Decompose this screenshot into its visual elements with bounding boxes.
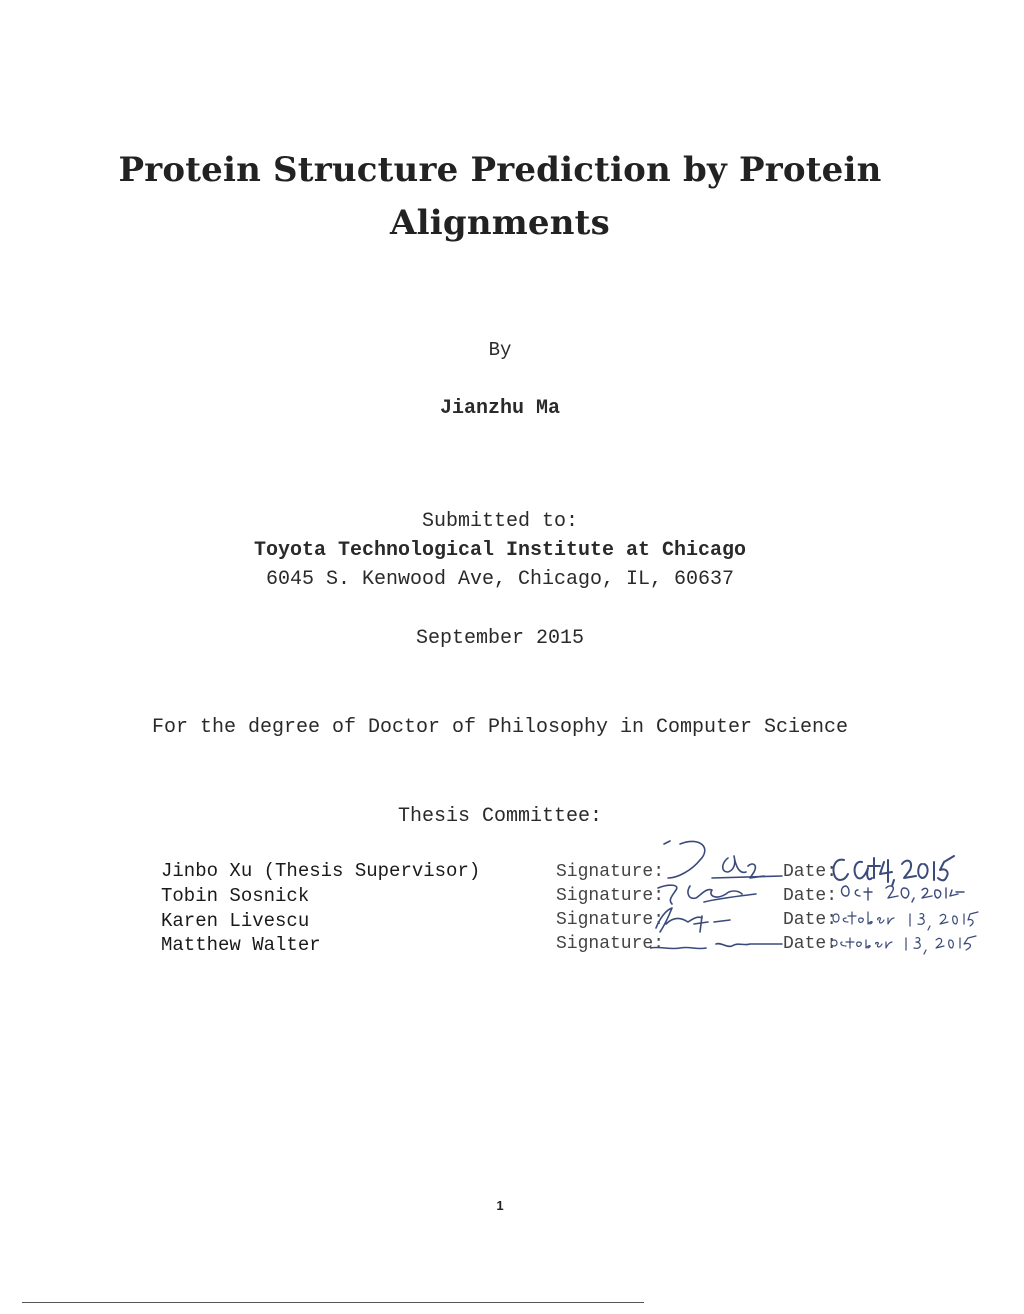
handwritten-dates [830, 848, 1010, 960]
bottom-rule [22, 1302, 644, 1303]
handwritten-date-1 [833, 856, 954, 886]
title-line-2: Alignments [390, 203, 610, 243]
signature-stroke [650, 947, 706, 948]
degree-statement: For the degree of Doctor of Philosophy in Computer Science [151, 716, 849, 739]
signature-label: Signature: [556, 886, 665, 906]
institution-name: Toyota Technological Institute at Chicago [253, 539, 747, 562]
page-number: 1 [496, 1198, 504, 1213]
author-name: Jianzhu Ma [439, 397, 561, 420]
submitted-to-label: Submitted to: [421, 510, 579, 533]
handwritten-date-3 [833, 912, 978, 930]
submission-date: September 2015 [415, 627, 585, 650]
handwritten-signatures [650, 838, 785, 958]
committee-member-name: Matthew Walter [161, 934, 321, 956]
signature-stroke [712, 876, 782, 878]
handwritten-date-4 [831, 936, 976, 954]
signature-label: Signature: [556, 934, 665, 954]
by-label: By [488, 339, 512, 361]
date-label: Date: [783, 862, 838, 882]
signature-stroke [694, 916, 730, 932]
handwritten-date-2 [842, 886, 965, 902]
date-label: Date: [783, 886, 838, 906]
institution-address: 6045 S. Kenwood Ave, Chicago, IL, 60637 [265, 568, 735, 591]
signature-stroke [723, 856, 746, 872]
committee-member-name: Jinbo Xu (Thesis Supervisor) [161, 860, 481, 882]
date-label: Date: [783, 934, 838, 954]
signature-stroke [668, 841, 705, 878]
date-label: Date: [783, 910, 838, 930]
signature-label: Signature: [556, 910, 665, 930]
committee-member-name: Karen Livescu [161, 910, 310, 932]
signature-stroke [658, 885, 677, 904]
signature-stroke [664, 841, 670, 844]
committee-member-name: Tobin Sosnick [161, 885, 310, 907]
committee-heading: Thesis Committee: [397, 805, 603, 828]
signature-stroke [656, 908, 672, 932]
signature-label: Signature: [556, 862, 665, 882]
signature-stroke [716, 944, 782, 947]
title-line-1: Protein Structure Prediction by Protein [118, 150, 882, 190]
